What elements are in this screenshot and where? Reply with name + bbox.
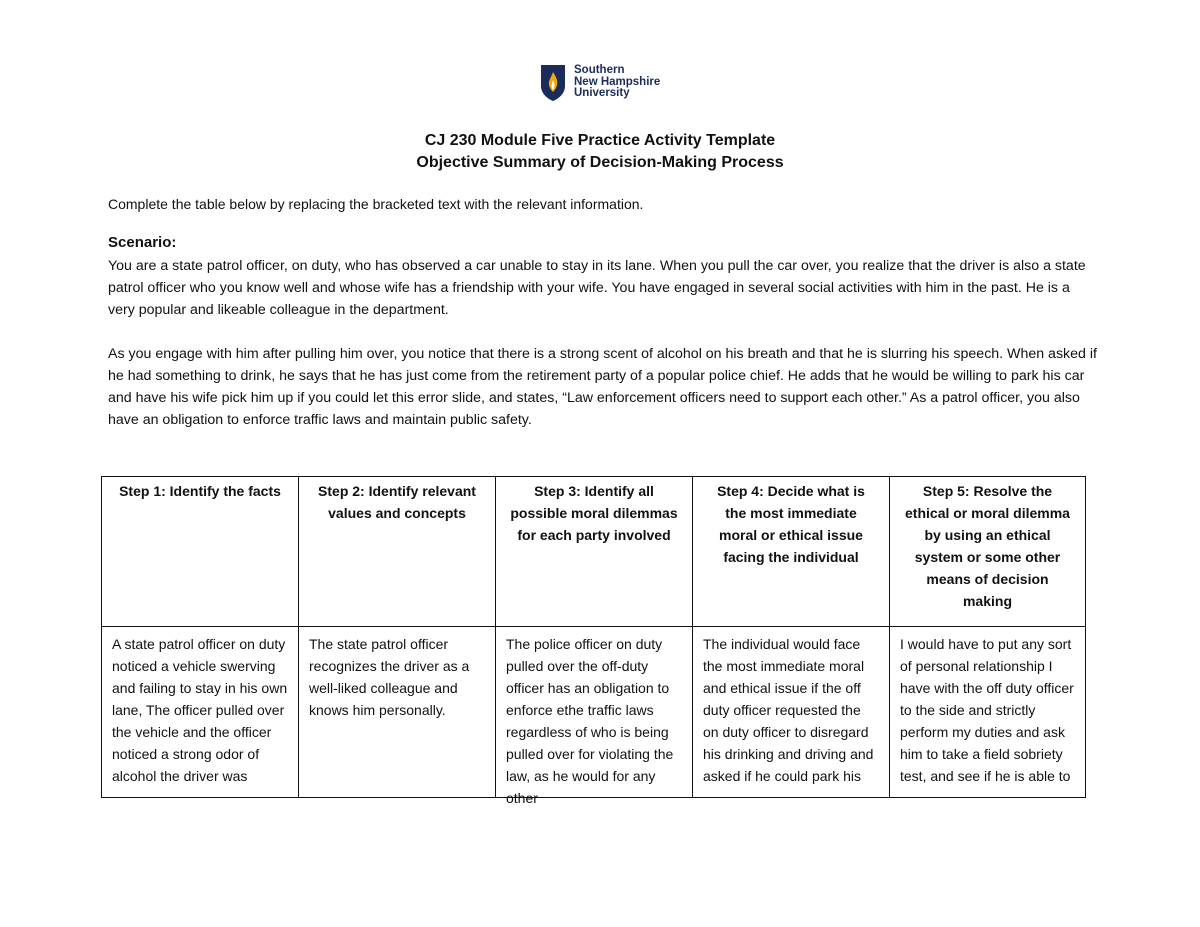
cell-step-3-text: The police officer on duty pulled over the off-duty officer has an obligation to enforce ethe traffic laws regardless of who is being pulled over for violating the law, as he would for any other <box>506 636 674 806</box>
table-header-row <box>102 477 1086 627</box>
cell-step-1-text: A state patrol officer on duty noticed a vehicle swerving and failing to stay in his own lane, The officer pulled over the vehicle and the officer noticed a strong odor of alcohol the driver was <box>112 636 288 784</box>
logo-wordmark <box>574 64 660 100</box>
cell-step-2-text: The state patrol officer recognizes the driver as a well-liked colleague and knows him personally. <box>309 636 470 718</box>
header-step-1: Step 1: Identify the facts <box>102 477 299 627</box>
cell-step-5-text: I would have to put any sort of personal relationship I have with the off duty officer to the side and strictly perform my duties and ask him to take a field sobriety test, and see if he is able to <box>900 636 1074 784</box>
header-step-3: Step 3: Identify all possible moral dilemmas for each party involved <box>496 477 693 627</box>
decision-steps-table <box>101 476 1086 806</box>
document-subtitle: Objective Summary of Decision-Making Process <box>416 154 784 171</box>
cell-step-1[interactable] <box>102 627 299 798</box>
document-titles <box>0 130 1200 174</box>
cell-step-3[interactable] <box>496 627 693 806</box>
table-row <box>102 627 1086 798</box>
university-logo <box>540 64 660 102</box>
cell-step-4-text: The individual would face the most immediate moral and ethical issue if the off duty officer requested the on duty officer to disregard his drinking and driving and asked if he could park his <box>703 636 874 784</box>
instructions-text: Complete the table below by replacing the bracketed text with the relevant information. <box>108 196 644 212</box>
cell-step-5[interactable] <box>890 627 1086 798</box>
scenario-paragraph-2: As you engage with him after pulling him over, you notice that there is a strong scent of alcohol on his breath and that he is slurring his speech. When asked if he had something to drink, he says that he has just come from the retirement party of a popular police chief. He adds that he would be willing to park his car and have his wife pick him up if you could let this error slide, and states, “Law enforcement officers need to support each other.” As a patrol officer, you also have an obligation to enforce traffic laws and maintain public safety. <box>108 346 1097 428</box>
logo-line-3: University <box>574 87 630 99</box>
header-step-5: Step 5: Resolve the ethical or moral dilemma by using an ethical system or some other means of decision making <box>890 477 1086 627</box>
logo-line-1: Southern <box>574 64 625 76</box>
scenario-heading: Scenario: <box>108 234 177 251</box>
header-step-2: Step 2: Identify relevant values and concepts <box>299 477 496 627</box>
cell-step-2[interactable] <box>299 627 496 798</box>
document-title: CJ 230 Module Five Practice Activity Template <box>424 132 776 149</box>
cell-step-4[interactable] <box>693 627 890 798</box>
scenario-paragraph-1: You are a state patrol officer, on duty, who has observed a car unable to stay in its lane. When you pull the car over, you realize that the driver is also a state patrol officer who you know well and whose wife has a friendship with your wife. You have engaged in several social activities with him in the past. He is a very popular and likeable colleague in the department. <box>108 258 1086 318</box>
header-step-4: Step 4: Decide what is the most immediate moral or ethical issue facing the individual <box>693 477 890 627</box>
shield-flame-icon <box>540 64 566 102</box>
logo-line-2: New Hampshire <box>574 75 661 88</box>
